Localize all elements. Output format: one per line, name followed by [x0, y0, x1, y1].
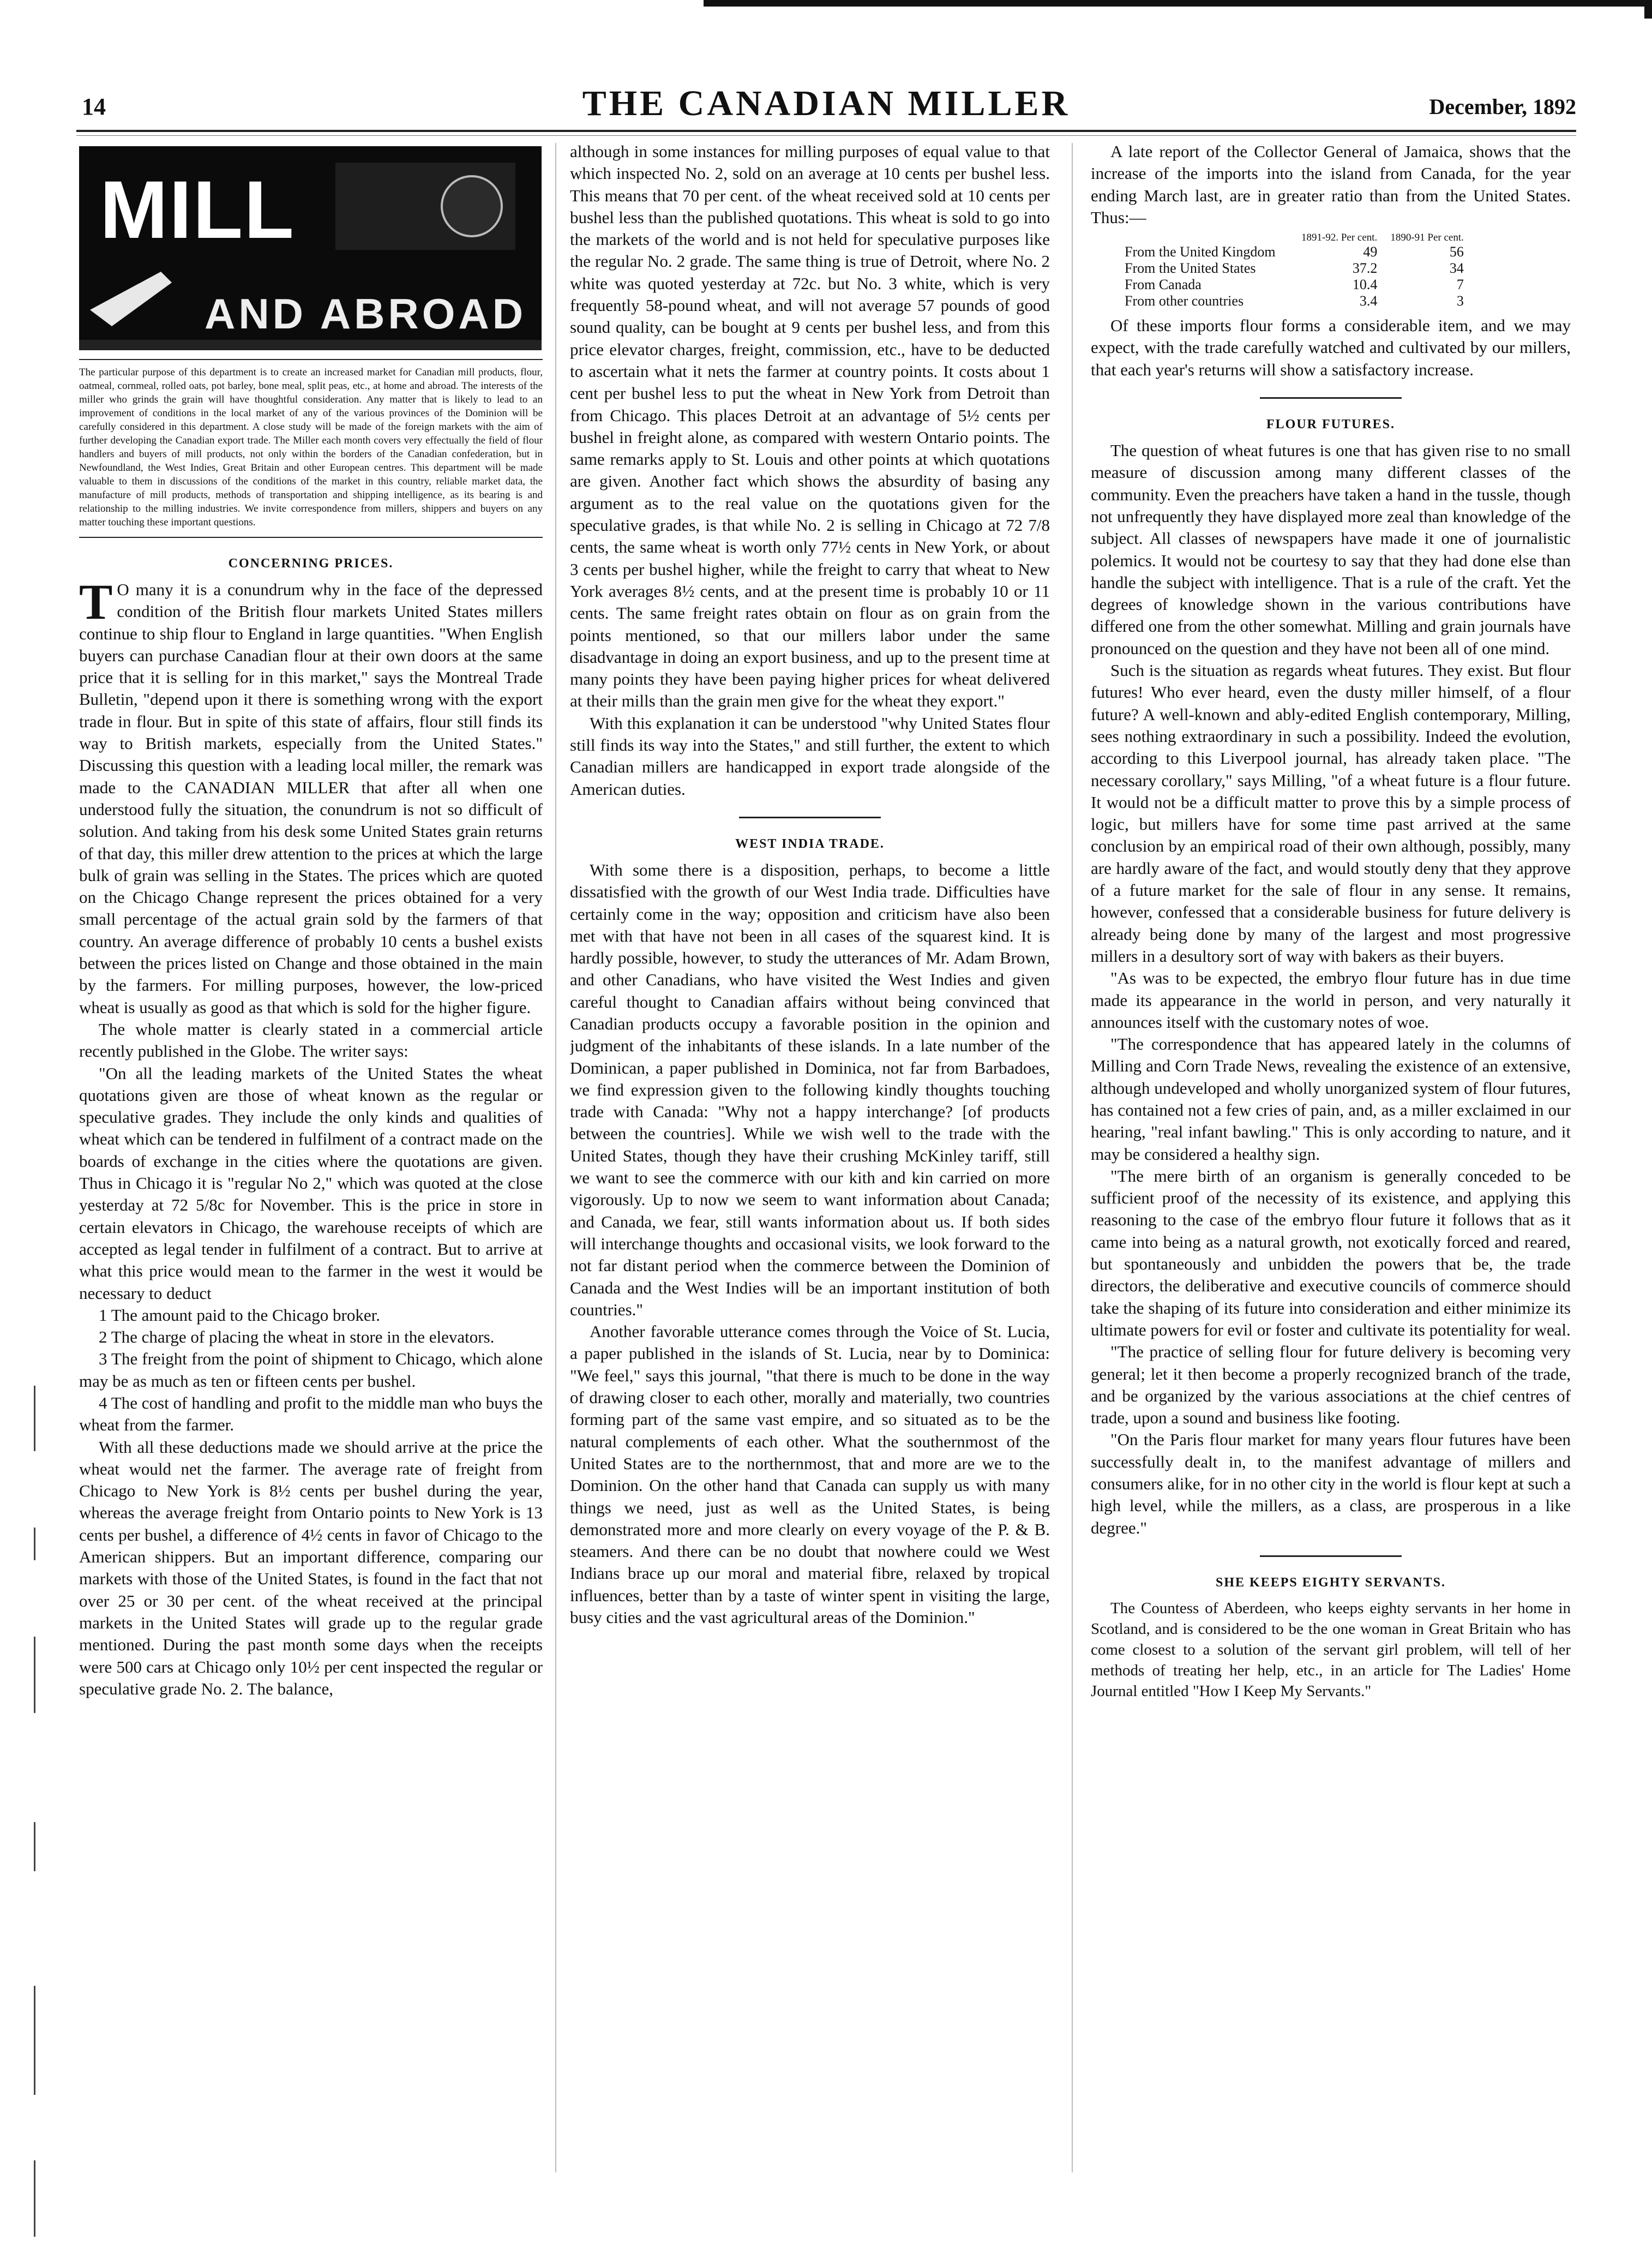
column-1 — [79, 141, 543, 2197]
column-separator-1 — [555, 143, 556, 2172]
section-divider — [1260, 1555, 1402, 1557]
article-paragraph: "The correspondence that has appeared lately in the columns of Milling and Corn Trade News, revealing the existence of an extensive, although undeveloped and wholly unorganized system of flour futures, has contained not a few cries of pain, and, as a miller exclaimed in our hearing, "real infant bawling." This is only according to nature, and it may be considered a healthy sign. — [1091, 1034, 1571, 1164]
masthead-title: THE CANADIAN MILLER — [582, 83, 1071, 123]
article-paragraph: The Countess of Aberdeen, who keeps eighty servants in her home in Scotland, and is considered to be the one woman in Great Britain who has come closest to a solution of the servant girl problem, will tell of her methods of treating her help, etc., in an article for The Ladies' Home Journal entitled "How I Keep My Servants." — [1091, 1599, 1571, 1700]
article-paragraph: "On all the leading markets of the United States the wheat quotations given are those of wheat known as the regular or speculative grades. They include the only kinds and qualities of wheat which can be tendered in fulfilment of a contract made on the boards of exchange in the cities where the quotations are given. Thus in Chicago it is "regular No 2," which was quoted at the close yesterday at 72 5/8c for November. This is the price in store in certain elevators in Chicago, the warehouse receipts of which are accepted as legal tender in fulfilment of a contract. But to arrive at what this price would mean to the farmer in the west it would be necessary to deduct — [79, 1063, 543, 1303]
table-cell-label: From other countries — [1125, 293, 1244, 309]
table-header-1890: 1890-91 Per cent. — [1390, 232, 1464, 244]
article-paragraph: Such is the situation as regards wheat futures. They exist. But flour futures! Who ever heard, even the dusty miller himself, of a flour future? A well-known and ably-edited English contemporary, Milling, sees nothing extraordinary in such a possibility. Indeed the evolution, according to this Liverpool journal, has already taken place. "The necessary corollary," says Milling, "of a wheat future is a flour future. It would not be a difficult matter to prove this by a simple process of logic, but millers have for some time past arrived at the same conclusion by an empirical road of their own although, possibly, many are hardly aware of the fact, and would stoutly deny that they approve of a future market for the sale of flour in any sense. It remains, however, confessed that a considerable business for future delivery is already being done by many of the largest and most progressive millers in a desultory sort of way with bakers as their buyers. — [1091, 661, 1571, 966]
article-paragraph: 3 The freight from the point of shipment to Chicago, which alone may be as much as ten or fifteen cents per bushel. — [79, 1349, 543, 1391]
column-separator-2 — [1072, 143, 1073, 2172]
table-cell-label: From the United Kingdom — [1125, 244, 1276, 260]
article-paragraph: The whole matter is clearly stated in a commercial article recently published in the Globe. The writer says: — [79, 1019, 543, 1061]
article-paragraph: "The mere birth of an organism is generally conceded to be sufficient proof of the necessity of its existence, and applying this reasoning to the case of the embryo flour future it follows that as it came into being as a natural growth, not exotically forced and reared, but spontaneously and unbidden the powers that be, the trade directors, the deliberative and executive councils of commerce should take the shaping of its future into consideration and either minimize its ultimate powers for evil or foster and cultivate its potentiality for weal. — [1091, 1166, 1571, 1339]
table-header-1891: 1891-92. Per cent. — [1301, 232, 1378, 244]
table-header-row — [1118, 232, 1470, 244]
section-divider — [1260, 397, 1402, 399]
issue-date: December, 1892 — [1429, 94, 1576, 119]
column-3 — [1091, 141, 1571, 2197]
article-paragraph: With this explanation it can be understood "why United States flour still finds its way into the States," and still further, the extent to which Canadian millers are handicapped in export trade alongside of the American duties. — [570, 713, 1050, 799]
table-header-blank — [1118, 232, 1295, 244]
table-cell: 3.4 — [1359, 293, 1378, 309]
heading-concerning-prices: CONCERNING PRICES. — [228, 556, 394, 571]
article-paragraph: 2 The charge of placing the wheat in store in the elevators. — [99, 1327, 495, 1347]
table-cell: 37.2 — [1352, 260, 1378, 277]
paragraph-text: O many it is a conundrum why in the face of the depressed condition of the British flour markets United States millers continue to ship flour to England in large quantities. "When English buyers can purchase Canadian flour at their own doors at the same price that it is selling for in this market," says the Montreal Trade Bulletin, "depend upon it there is something wrong with the export trade in flour. But in spite of this state of affairs, flour still finds its way to British markets, especially from the United States." Discussing this question with a leading local miller, the remark was made to the CANADIAN MILLER that after all when one understood fully the situation, the conundrum is not so difficult of solution. And taking from his desk some United States grain returns of that day, this miller drew attention to the prices at which the large bulk of grain was selling in the States. The prices which are quoted on the Chicago Change represent the prices obtained for a very small percentage of the actual grain sold by the farmers of that country. An average difference of probably 10 cents a bushel exists between the prices listed on Change and those obtained in the main by the farmers. For milling purposes, however, the low-priced wheat is usually as good as that which is sold for the higher figure. — [79, 580, 543, 1017]
department-intro: The particular purpose of this department is to create an increased market for Canadian mill products, flour, oatmeal, cornmeal, rolled oats, pot barley, bone meal, split peas, etc., at home and abroad. The interests of the miller who grinds the grain will have thoughtful consideration. Any matter that is likely to lead to an improvement of conditions in the local market of any of the various provinces of the Dominion will be carefully considered in this department. A close study will be made of the foreign markets with the aim of further developing the Canadian export trade. The Miller each month covers very effectually the field of flour handlers and buyers of mill products, not only within the borders of the Canadian confederation, but in Newfoundland, the West Indies, Great Britain and other European centres. This department will be made valuable to them in discussions of the conditions of the market in this country, reliable market data, the manufacture of mill products, methods of transportation and shipping intelligence, as its bearing is and relationship to the milling industries. We invite correspondence from millers, shippers and buyers on any matter touching these important questions. — [79, 359, 543, 529]
table-cell: 10.4 — [1352, 277, 1378, 293]
column-2 — [570, 141, 1050, 2197]
table-cell: 49 — [1363, 244, 1378, 260]
corner-mark — [1644, 0, 1652, 19]
article-paragraph: 1 The amount paid to the Chicago broker. — [99, 1305, 380, 1325]
article-paragraph — [79, 574, 543, 1019]
page-header — [76, 83, 1576, 127]
table-row — [1118, 260, 1470, 277]
department-banner — [79, 146, 542, 350]
table-row — [1118, 277, 1470, 293]
article-paragraph: 4 The cost of handling and profit to the middle man who buys the wheat from the farmer. — [79, 1393, 543, 1435]
binding-marks — [34, 1386, 45, 2237]
table-row — [1118, 244, 1470, 260]
table-cell: 34 — [1449, 260, 1464, 277]
article-paragraph: With some there is a disposition, perhaps, to become a little dissatisfied with the growth of our West India trade. Difficulties have certainly come in the way; opposition and criticism have also been met with that have not been in all cases of the squarest kind. It is hardly possible, however, to study the utterances of Mr. Adam Brown, and other Canadians, who have visited the West Indies and given careful thought to Canadian affairs without being convinced that Canadian products occupy a favorable position in the opinion and judgment of the inhabitants of these islands. In a late number of the Dominican, a paper published in Dominica, not far from Barbadoes, we find expression given to the following kindly thoughts touching trade with Canada: "Why not a happy interchange? [of products between the countries]. While we wish well to the trade with the United States, though they have their crushing McKinley tariff, still we want to see the commerce with our kith and kin carried on more vigorously. Up to now we seem to want information about Canada; and Canada, we fear, still wants information about us. If both sides will interchange thoughts and occasional visits, we look forward to the not far distant period when the commerce between the Dominion of Canada and the West Indies will be an important institution of both countries." — [570, 860, 1050, 1319]
article-paragraph: "The practice of selling flour for future delivery is becoming very general; let it then become a properly recognized branch of the trade, and be organized by the various associations at the chief centres of trade, upon a sound and business like footing. — [1091, 1342, 1571, 1428]
banner-subtitle: AND ABROAD — [205, 290, 527, 338]
header-rule — [76, 130, 1576, 132]
banner-title: MILL — [100, 164, 295, 255]
top-edge-bar — [704, 0, 1652, 7]
drop-cap: T — [79, 574, 113, 630]
table-row — [1118, 293, 1470, 309]
section-divider — [739, 817, 881, 818]
page-number: 14 — [82, 93, 106, 120]
table-cell: 7 — [1456, 277, 1464, 293]
heading-flour-futures: FLOUR FUTURES. — [1266, 417, 1396, 432]
article-paragraph: although in some instances for milling purposes of equal value to that which inspected No. 2, sold on an average at 10 cents per bushel less. This means that 70 per cent. of the wheat received sold at 10 cents per bushel less than the published quotations. This wheat is sold to go into the markets of the world and is not held for speculative purposes like the regular No. 2 grade. The same thing is true of Detroit, where No. 2 white was quoted yesterday at 72c. but No. 3 white, which is very frequently 58-pound wheat, and will not average 57 pounds of good sound quality, can be bought at 9 cents per bushel less, and from this price elevator charges, freight, commission, etc., have to be deducted to ascertain what it nets the farmer at country points. It costs about 1 cent per bushel less to put the wheat in New York from Detroit than from Chicago. This places Detroit at an advantage of 5½ cents per bushel in freight alone, as compared with western Ontario points. The same remarks apply to St. Louis and other points at which quotations are given. Another fact which shows the absurdity of basing any argument as to the real value on the quotations given for the speculative grades, is that while No. 2 is selling in Chicago at 72 7/8 cents, the same wheat is worth only 77½ cents in New York, or about 3 cents per bushel higher, while the freight to carry that wheat to New York averages 8½ cents, and at the present time is probably 10 or 11 cents. The same freight rates obtain on flour as on grain from the points mentioned, so that our millers labor under the same disadvantage in doing an export business, and up to the present time at many points they have been paying higher prices for wheat delivered at their mills than the grain men give for the wheat they export." — [570, 142, 1050, 711]
article-paragraph: With all these deductions made we should arrive at the price the wheat would net the farmer. The average rate of freight from Chicago to New York is 8½ cents per bushel during the year, whereas the average freight from Ontario points to New York is 13 cents per bushel, a difference of 4½ cents in favor of Chicago to the American shippers. But an important difference, comparing our markets with those of the United States, is found in the fact that not over 25 or 30 per cent. of the wheat received at the principal markets in the United States will grade up to the regular grade mentioned. During the past month some days when the receipts were 500 cars at Chicago only 10½ per cent inspected the regular or speculative grade No. 2. The balance, — [79, 1437, 543, 1698]
article-paragraph: A late report of the Collector General of Jamaica, shows that the increase of the imports into the island from Canada, for the year ending March last, are in greater ratio than from the United States. Thus:— — [1091, 142, 1571, 227]
table-cell: 56 — [1449, 244, 1464, 260]
article-paragraph: Another favorable utterance comes through the Voice of St. Lucia, a paper published in the islands of St. Lucia, near by to Dominica: "We feel," says this journal, "that there is much to be done in the way of drawing closer to each other, morally and materially, two countries forming part of the same vast empire, and so situated as to be the natural complements of each other. What the southernmost of the United States are to the northernmost, that and more are we to the Dominion. On the other hand that Canada can supply us with many things we need, just as well as the United States, is being demonstrated more and more clearly on every voyage of the P. & B. steamers. And there can be no doubt that nowhere could we West Indians brace up our moral and material fibre, relaxed by tropical influences, better than by a taste of winter spent in visiting the large, busy cities and the vast agricultural areas of the Dominion." — [570, 1322, 1050, 1627]
table-cell-label: From Canada — [1125, 277, 1202, 293]
table-cell-label: From the United States — [1125, 260, 1256, 277]
jamaica-imports-table — [1118, 232, 1470, 309]
article-paragraph: "As was to be expected, the embryo flour future has in due time made its appearance in the world in person, and very naturally it announces itself with the customary notes of woe. — [1091, 968, 1571, 1032]
header-rule-thin — [76, 135, 1576, 136]
article-paragraph: The question of wheat futures is one that has given rise to no small measure of discussion among many different classes of the community. Even the preachers have taken a hand in the tussle, though not unfrequently they have displayed more zeal than knowledge of the subject. All classes of newspapers have made it one of journalistic polemics. It would not be courtesy to say that they had done else than handle the subject with intelligence. That is a rule of the craft. Yet the degrees of knowledge shown in the various contributions have differed one from the other somewhat. Milling and grain journals have pronounced on the question and they have not been all of one mind. — [1091, 441, 1571, 658]
table-cell: 3 — [1456, 293, 1464, 309]
intro-rule — [79, 537, 543, 538]
heading-eighty-servants: SHE KEEPS EIGHTY SERVANTS. — [1216, 1575, 1446, 1590]
article-paragraph: "On the Paris flour market for many years flour futures have been successfully dealt in, to the manifest advantage of millers and consumers alike, for in no other city in the world is flour kept at such a high level, while the millers, as a class, are prosperous in a like degree." — [1091, 1430, 1571, 1537]
heading-west-india-trade: WEST INDIA TRADE. — [735, 836, 885, 851]
article-paragraph: Of these imports flour forms a considerable item, and we may expect, with the trade carefully watched and cultivated by our millers, that each year's returns will show a satisfactory increase. — [1091, 316, 1571, 379]
